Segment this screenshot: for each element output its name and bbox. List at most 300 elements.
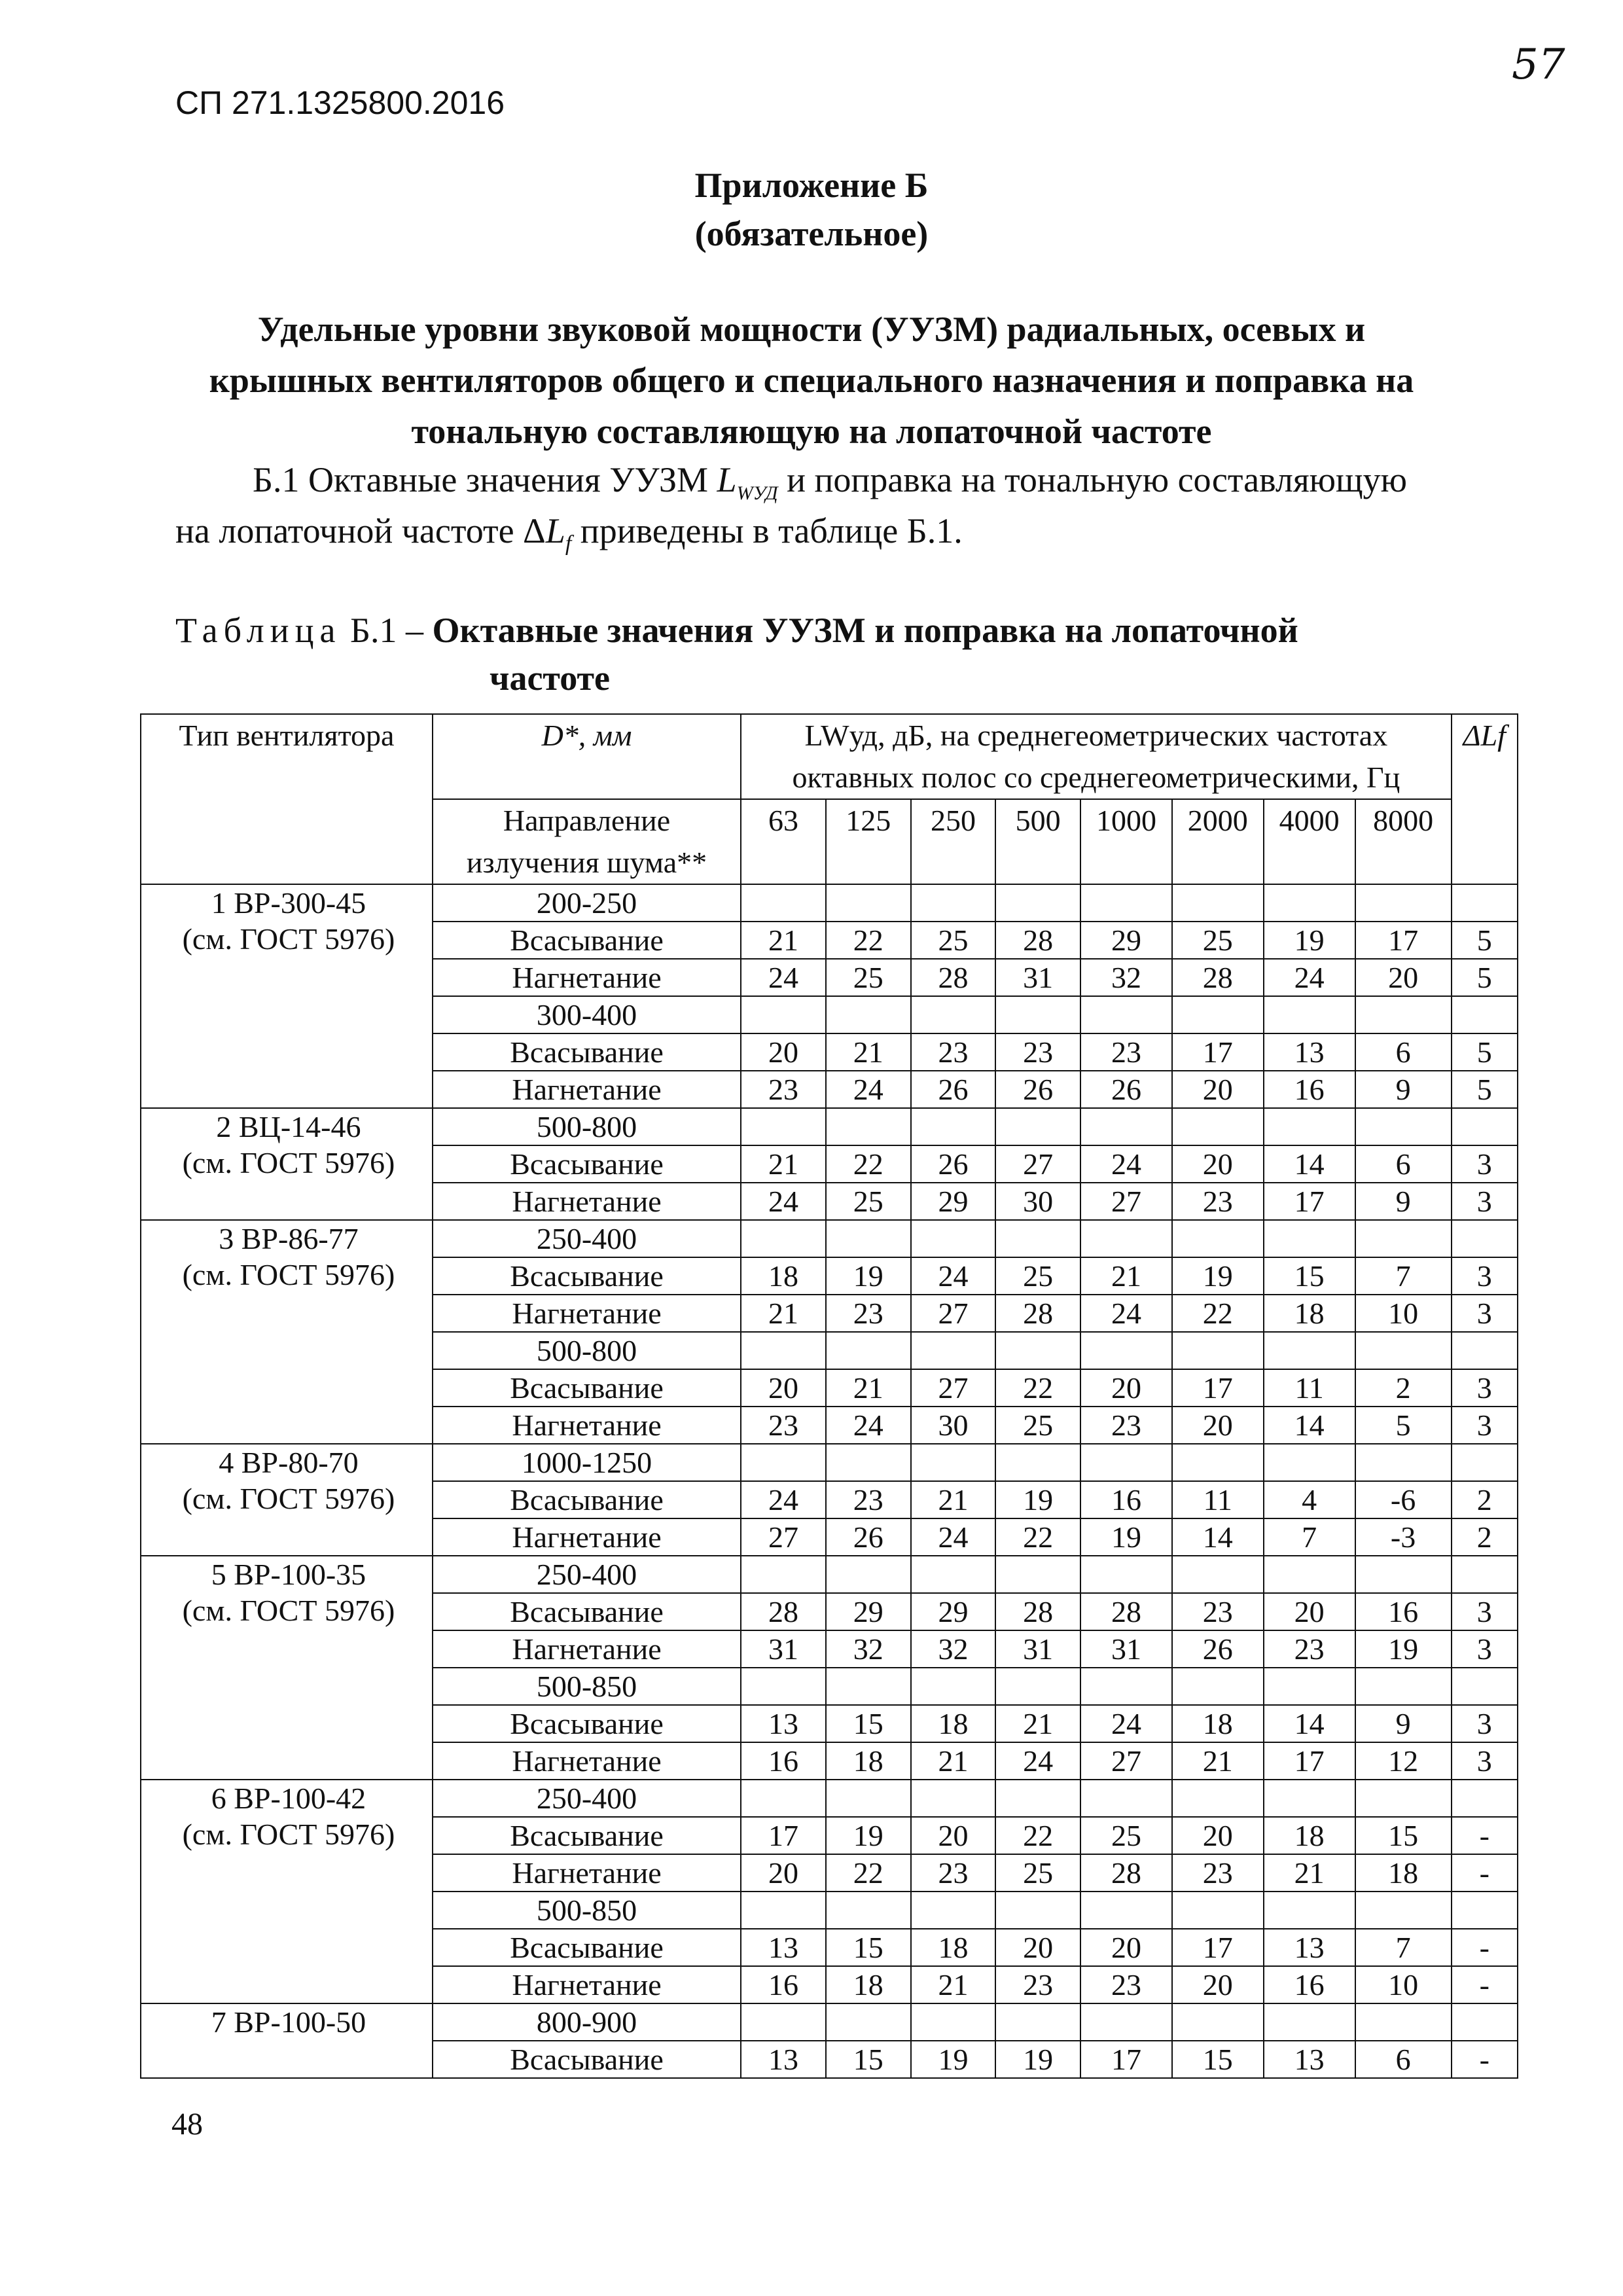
delta-value-cell: 5 <box>1452 959 1518 996</box>
level-value-cell: -6 <box>1355 1481 1452 1518</box>
fan-type-cell <box>141 884 433 1108</box>
level-value-cell: 28 <box>995 1593 1080 1630</box>
level-value-cell <box>826 884 911 922</box>
level-value-cell <box>1080 1444 1172 1481</box>
level-value-cell <box>826 1220 911 1257</box>
fan-type-cell <box>141 1444 433 1556</box>
level-value-cell <box>826 1668 911 1705</box>
row-label: Всасывание <box>433 1145 741 1183</box>
level-value-cell: 21 <box>1264 1854 1355 1892</box>
level-value-cell <box>741 1108 826 1145</box>
fan-name: 7 ВР-100-50 <box>211 2005 366 2039</box>
table-header-row <box>141 714 1518 799</box>
level-value-cell: 17 <box>1355 922 1452 959</box>
level-value-cell: 12 <box>1355 1742 1452 1780</box>
level-value-cell: 29 <box>911 1593 996 1630</box>
level-value-cell: 20 <box>995 1929 1080 1966</box>
fan-name: 1 ВР-300-45 <box>211 886 366 920</box>
level-value-cell: 23 <box>1172 1854 1264 1892</box>
delta-value-cell <box>1452 1892 1518 1929</box>
level-value-cell: 10 <box>1355 1966 1452 2003</box>
header-fan-type: Тип вентилятора <box>141 714 433 884</box>
level-value-cell <box>741 1892 826 1929</box>
row-label: 300-400 <box>433 996 741 1033</box>
level-value-cell: 23 <box>995 1033 1080 1071</box>
level-value-cell <box>826 1556 911 1593</box>
level-value-cell <box>1264 1556 1355 1593</box>
level-value-cell: 16 <box>1264 1071 1355 1108</box>
level-value-cell: 23 <box>741 1071 826 1108</box>
level-value-cell <box>995 1220 1080 1257</box>
level-value-cell: 30 <box>911 1407 996 1444</box>
level-value-cell <box>1080 1780 1172 1817</box>
delta-value-cell <box>1452 1444 1518 1481</box>
row-label: Всасывание <box>433 922 741 959</box>
paragraph-line-1 <box>253 459 1407 505</box>
row-label: Нагнетание <box>433 1854 741 1892</box>
table-row <box>141 2003 1518 2041</box>
level-value-cell: 26 <box>826 1518 911 1556</box>
level-value-cell: 16 <box>1355 1593 1452 1630</box>
table-row <box>141 1220 1518 1257</box>
level-value-cell: 23 <box>995 1966 1080 2003</box>
level-value-cell: 28 <box>1080 1854 1172 1892</box>
row-label: Всасывание <box>433 1929 741 1966</box>
symbol-subscript: WУД <box>736 482 778 504</box>
level-value-cell: 28 <box>995 1295 1080 1332</box>
level-value-cell: 22 <box>995 1817 1080 1854</box>
level-value-cell <box>1172 1892 1264 1929</box>
delta-value-cell: - <box>1452 1929 1518 1966</box>
level-value-cell <box>1355 996 1452 1033</box>
level-value-cell <box>1172 1668 1264 1705</box>
header-frequency: 63 <box>741 799 826 884</box>
table-row <box>141 1444 1518 1481</box>
level-value-cell <box>1264 1108 1355 1145</box>
level-value-cell <box>826 1332 911 1369</box>
level-value-cell <box>1355 2003 1452 2041</box>
level-value-cell: 18 <box>1172 1705 1264 1742</box>
level-value-cell: 25 <box>995 1257 1080 1295</box>
level-value-cell <box>1355 1108 1452 1145</box>
level-value-cell: 31 <box>1080 1630 1172 1668</box>
level-value-cell <box>826 1444 911 1481</box>
level-value-cell <box>1355 1556 1452 1593</box>
level-value-cell: 21 <box>911 1966 996 2003</box>
level-value-cell: 32 <box>911 1630 996 1668</box>
fan-standard: (см. ГОСТ 5976) <box>182 1146 395 1179</box>
row-label: Нагнетание <box>433 1071 741 1108</box>
delta-value-cell: 3 <box>1452 1257 1518 1295</box>
table-row <box>141 1108 1518 1145</box>
level-value-cell: 29 <box>1080 922 1172 959</box>
level-value-cell <box>1355 884 1452 922</box>
delta-value-cell: 3 <box>1452 1145 1518 1183</box>
delta-value-cell: 3 <box>1452 1407 1518 1444</box>
delta-value-cell <box>1452 1220 1518 1257</box>
level-value-cell <box>1080 1332 1172 1369</box>
level-value-cell: 7 <box>1264 1518 1355 1556</box>
fan-standard: (см. ГОСТ 5976) <box>182 1482 395 1515</box>
row-label: 250-400 <box>433 1220 741 1257</box>
delta-value-cell: - <box>1452 1854 1518 1892</box>
level-value-cell <box>1355 1220 1452 1257</box>
delta-value-cell: - <box>1452 1966 1518 2003</box>
level-value-cell: 24 <box>1080 1295 1172 1332</box>
level-value-cell <box>995 1108 1080 1145</box>
header-frequency: 250 <box>911 799 996 884</box>
level-value-cell: 20 <box>1355 959 1452 996</box>
row-label: 250-400 <box>433 1556 741 1593</box>
delta-value-cell: 2 <box>1452 1481 1518 1518</box>
row-label: 800-900 <box>433 2003 741 2041</box>
header-frequency: 8000 <box>1355 799 1452 884</box>
fan-name: 2 ВЦ-14-46 <box>216 1110 361 1143</box>
level-value-cell: 6 <box>1355 1145 1452 1183</box>
level-value-cell <box>1172 884 1264 922</box>
level-value-cell <box>826 1892 911 1929</box>
level-value-cell: 18 <box>911 1705 996 1742</box>
header-frequency: 4000 <box>1264 799 1355 884</box>
level-value-cell: 20 <box>1172 1966 1264 2003</box>
level-value-cell: 13 <box>741 2041 826 2078</box>
level-value-cell <box>911 1108 996 1145</box>
level-value-cell: 20 <box>1080 1369 1172 1407</box>
header-diameter: D*, мм <box>433 714 741 799</box>
delta-value-cell <box>1452 884 1518 922</box>
row-label: Всасывание <box>433 1257 741 1295</box>
level-value-cell <box>1264 1668 1355 1705</box>
level-value-cell: 26 <box>1172 1630 1264 1668</box>
level-value-cell: 18 <box>1355 1854 1452 1892</box>
level-value-cell: 25 <box>826 1183 911 1220</box>
row-label: Всасывание <box>433 1705 741 1742</box>
level-value-cell: 17 <box>1264 1183 1355 1220</box>
row-label: 500-800 <box>433 1332 741 1369</box>
level-value-cell: 19 <box>1172 1257 1264 1295</box>
level-value-cell <box>1264 996 1355 1033</box>
level-value-cell: 28 <box>741 1593 826 1630</box>
level-value-cell <box>1172 1332 1264 1369</box>
level-value-cell: 32 <box>1080 959 1172 996</box>
level-value-cell: 24 <box>1264 959 1355 996</box>
fan-type-cell <box>141 1108 433 1220</box>
symbol-l: L <box>545 511 565 550</box>
level-value-cell: 15 <box>826 1929 911 1966</box>
level-value-cell <box>911 1556 996 1593</box>
level-value-cell <box>1080 996 1172 1033</box>
level-value-cell: 18 <box>826 1966 911 2003</box>
row-label: Нагнетание <box>433 1966 741 2003</box>
level-value-cell: 28 <box>995 922 1080 959</box>
level-value-cell <box>1172 2003 1264 2041</box>
row-label: Всасывание <box>433 1369 741 1407</box>
level-value-cell: 13 <box>741 1929 826 1966</box>
delta-value-cell: 5 <box>1452 1033 1518 1071</box>
handwritten-page-mark: 57 <box>1512 41 1565 89</box>
level-value-cell: 25 <box>995 1407 1080 1444</box>
level-value-cell: 26 <box>995 1071 1080 1108</box>
level-value-cell <box>911 884 996 922</box>
header-levels <box>741 714 1451 799</box>
level-value-cell: 23 <box>1172 1183 1264 1220</box>
appendix-heading-line-1: Удельные уровни звуковой мощности (УУЗМ) радиальных, осевых и <box>257 310 1366 349</box>
level-value-cell <box>1172 1444 1264 1481</box>
table-row <box>141 1780 1518 1817</box>
level-value-cell: 23 <box>911 1854 996 1892</box>
level-value-cell: 4 <box>1264 1481 1355 1518</box>
row-label: 500-850 <box>433 1668 741 1705</box>
level-value-cell <box>1264 1332 1355 1369</box>
level-value-cell: 22 <box>1172 1295 1264 1332</box>
level-value-cell <box>741 2003 826 2041</box>
level-value-cell: 22 <box>995 1369 1080 1407</box>
level-value-cell <box>826 1780 911 1817</box>
level-value-cell: 13 <box>1264 1033 1355 1071</box>
appendix-status: (обязательное) <box>694 214 929 253</box>
appendix-heading-line-3: тональную составляющую на лопаточной частоте <box>411 412 1212 451</box>
level-value-cell: 26 <box>911 1145 996 1183</box>
delta-value-cell <box>1452 1668 1518 1705</box>
level-value-cell: 24 <box>1080 1145 1172 1183</box>
level-value-cell: 24 <box>911 1518 996 1556</box>
level-value-cell <box>826 1108 911 1145</box>
level-value-cell <box>911 1892 996 1929</box>
document-code: СП 271.1325800.2016 <box>175 84 505 121</box>
level-value-cell: 21 <box>826 1369 911 1407</box>
level-value-cell: 24 <box>741 959 826 996</box>
header-direction-line-2: излучения шума** <box>466 846 707 879</box>
level-value-cell <box>1172 1556 1264 1593</box>
level-value-cell: 24 <box>826 1071 911 1108</box>
level-value-cell <box>1264 1892 1355 1929</box>
level-value-cell <box>1080 2003 1172 2041</box>
delta-value-cell <box>1452 1332 1518 1369</box>
level-value-cell: 15 <box>1172 2041 1264 2078</box>
level-value-cell: 20 <box>1172 1145 1264 1183</box>
level-value-cell <box>1080 884 1172 922</box>
header-frequency: 500 <box>995 799 1080 884</box>
row-label: 1000-1250 <box>433 1444 741 1481</box>
table-caption-label: Таблица <box>175 611 342 650</box>
level-value-cell: 17 <box>1264 1742 1355 1780</box>
appendix-title: Приложение Б <box>694 166 929 205</box>
level-value-cell: 9 <box>1355 1183 1452 1220</box>
delta-value-cell: 3 <box>1452 1369 1518 1407</box>
level-value-cell <box>1355 1892 1452 1929</box>
level-value-cell: 23 <box>1080 1407 1172 1444</box>
level-value-cell: 23 <box>741 1407 826 1444</box>
delta-value-cell: 3 <box>1452 1630 1518 1668</box>
row-label: Нагнетание <box>433 1630 741 1668</box>
header-direction-line-1: Направление <box>503 804 671 837</box>
fan-name: 5 ВР-100-35 <box>211 1558 366 1591</box>
header-levels-line-2: октавных полос со среднегеометрическими, Гц <box>792 761 1400 794</box>
level-value-cell: 22 <box>826 922 911 959</box>
level-value-cell: 23 <box>826 1481 911 1518</box>
table-row <box>141 1556 1518 1593</box>
level-value-cell: 28 <box>1172 959 1264 996</box>
level-value-cell: 24 <box>741 1481 826 1518</box>
level-value-cell: 22 <box>995 1518 1080 1556</box>
level-value-cell <box>1080 1108 1172 1145</box>
header-direction <box>433 799 741 884</box>
level-value-cell: 30 <box>995 1183 1080 1220</box>
level-value-cell <box>995 1556 1080 1593</box>
level-value-cell: 9 <box>1355 1705 1452 1742</box>
row-label: Нагнетание <box>433 1295 741 1332</box>
table-row <box>141 884 1518 922</box>
level-value-cell <box>741 1444 826 1481</box>
level-value-cell: 15 <box>1264 1257 1355 1295</box>
level-value-cell: 17 <box>1080 2041 1172 2078</box>
delta-value-cell: 3 <box>1452 1295 1518 1332</box>
fan-type-cell <box>141 1780 433 2003</box>
header-frequency: 1000 <box>1080 799 1172 884</box>
table-caption-number: Б.1 – <box>349 611 423 650</box>
level-value-cell: 27 <box>741 1518 826 1556</box>
level-value-cell: 24 <box>995 1742 1080 1780</box>
header-frequency: 125 <box>826 799 911 884</box>
level-value-cell: 13 <box>741 1705 826 1742</box>
paragraph-text: Б.1 Октавные значения УУЗМ <box>253 460 717 499</box>
level-value-cell: 19 <box>826 1817 911 1854</box>
level-value-cell: 15 <box>826 2041 911 2078</box>
level-value-cell: 17 <box>1172 1033 1264 1071</box>
row-label: 500-850 <box>433 1892 741 1929</box>
paragraph-text: на лопаточной частоте Δ <box>175 511 546 550</box>
level-value-cell: 18 <box>911 1929 996 1966</box>
level-value-cell: 25 <box>911 922 996 959</box>
level-value-cell <box>911 996 996 1033</box>
level-value-cell <box>995 2003 1080 2041</box>
level-value-cell: 27 <box>995 1145 1080 1183</box>
level-value-cell: 21 <box>741 922 826 959</box>
level-value-cell: 14 <box>1264 1145 1355 1183</box>
level-value-cell <box>741 1332 826 1369</box>
delta-value-cell: 3 <box>1452 1705 1518 1742</box>
level-value-cell <box>995 884 1080 922</box>
row-label: Нагнетание <box>433 1407 741 1444</box>
row-label: Нагнетание <box>433 1518 741 1556</box>
level-value-cell: 24 <box>826 1407 911 1444</box>
level-value-cell: 31 <box>995 1630 1080 1668</box>
appendix-heading-line-2: крышных вентиляторов общего и специального назначения и поправка на <box>209 361 1414 400</box>
level-value-cell: 14 <box>1172 1518 1264 1556</box>
level-value-cell <box>911 1444 996 1481</box>
level-value-cell: 6 <box>1355 2041 1452 2078</box>
level-value-cell: 13 <box>1264 2041 1355 2078</box>
level-value-cell: 7 <box>1355 1257 1452 1295</box>
level-value-cell <box>741 1556 826 1593</box>
level-value-cell: 21 <box>1080 1257 1172 1295</box>
level-value-cell: 24 <box>741 1183 826 1220</box>
level-value-cell <box>911 1780 996 1817</box>
level-value-cell: 20 <box>741 1369 826 1407</box>
level-value-cell: 11 <box>1264 1369 1355 1407</box>
paragraph-text: и поправка на тональную составляющую <box>777 460 1407 499</box>
level-value-cell: -3 <box>1355 1518 1452 1556</box>
level-value-cell: 23 <box>1264 1630 1355 1668</box>
row-label: Всасывание <box>433 2041 741 2078</box>
level-value-cell <box>995 1892 1080 1929</box>
level-value-cell <box>1172 996 1264 1033</box>
level-value-cell: 26 <box>911 1071 996 1108</box>
level-value-cell <box>1172 1780 1264 1817</box>
level-value-cell <box>1264 1220 1355 1257</box>
level-value-cell <box>1264 1444 1355 1481</box>
level-value-cell: 22 <box>826 1854 911 1892</box>
level-value-cell: 6 <box>1355 1033 1452 1071</box>
level-value-cell <box>1264 2003 1355 2041</box>
level-value-cell: 27 <box>911 1369 996 1407</box>
level-value-cell: 32 <box>826 1630 911 1668</box>
level-value-cell <box>911 1668 996 1705</box>
level-value-cell: 23 <box>826 1295 911 1332</box>
fan-name: 4 ВР-80-70 <box>219 1446 359 1479</box>
row-label: Всасывание <box>433 1593 741 1630</box>
level-value-cell: 18 <box>1264 1295 1355 1332</box>
level-value-cell: 25 <box>995 1854 1080 1892</box>
level-value-cell: 5 <box>1355 1407 1452 1444</box>
level-value-cell: 14 <box>1264 1705 1355 1742</box>
level-value-cell <box>1080 1892 1172 1929</box>
level-value-cell: 23 <box>1172 1593 1264 1630</box>
level-value-cell: 19 <box>1355 1630 1452 1668</box>
level-value-cell <box>826 2003 911 2041</box>
delta-value-cell <box>1452 1780 1518 1817</box>
level-value-cell <box>741 884 826 922</box>
level-value-cell <box>741 1220 826 1257</box>
level-value-cell: 28 <box>1080 1593 1172 1630</box>
level-value-cell <box>741 1780 826 1817</box>
delta-value-cell: 3 <box>1452 1742 1518 1780</box>
level-value-cell <box>995 1780 1080 1817</box>
level-value-cell: 15 <box>1355 1817 1452 1854</box>
level-value-cell: 21 <box>1172 1742 1264 1780</box>
row-label: Нагнетание <box>433 959 741 996</box>
header-delta: ΔLf <box>1452 714 1518 884</box>
level-value-cell: 24 <box>1080 1705 1172 1742</box>
fan-standard: (см. ГОСТ 5976) <box>182 1818 395 1851</box>
fan-standard: (см. ГОСТ 5976) <box>182 1594 395 1627</box>
row-label: Нагнетание <box>433 1742 741 1780</box>
level-value-cell: 31 <box>741 1630 826 1668</box>
level-value-cell: 22 <box>826 1145 911 1183</box>
table-caption-title-line-2: частоте <box>490 658 611 698</box>
level-value-cell: 18 <box>741 1257 826 1295</box>
level-value-cell: 17 <box>741 1817 826 1854</box>
level-value-cell: 20 <box>1080 1929 1172 1966</box>
row-label: Всасывание <box>433 1033 741 1071</box>
delta-value-cell: 5 <box>1452 1071 1518 1108</box>
level-value-cell: 19 <box>995 1481 1080 1518</box>
paragraph-text: приведены в таблице Б.1. <box>571 511 963 550</box>
level-value-cell: 29 <box>911 1183 996 1220</box>
delta-value-cell: 3 <box>1452 1593 1518 1630</box>
level-value-cell <box>1355 1780 1452 1817</box>
level-value-cell: 13 <box>1264 1929 1355 1966</box>
table-caption <box>175 610 1298 651</box>
level-value-cell <box>911 2003 996 2041</box>
level-value-cell: 16 <box>1264 1966 1355 2003</box>
level-value-cell <box>1172 1220 1264 1257</box>
level-value-cell <box>1355 1332 1452 1369</box>
table-caption-title: Октавные значения УУЗМ и поправка на лопаточной <box>432 611 1298 650</box>
delta-value-cell <box>1452 996 1518 1033</box>
level-value-cell <box>995 1332 1080 1369</box>
delta-value-cell: 2 <box>1452 1518 1518 1556</box>
